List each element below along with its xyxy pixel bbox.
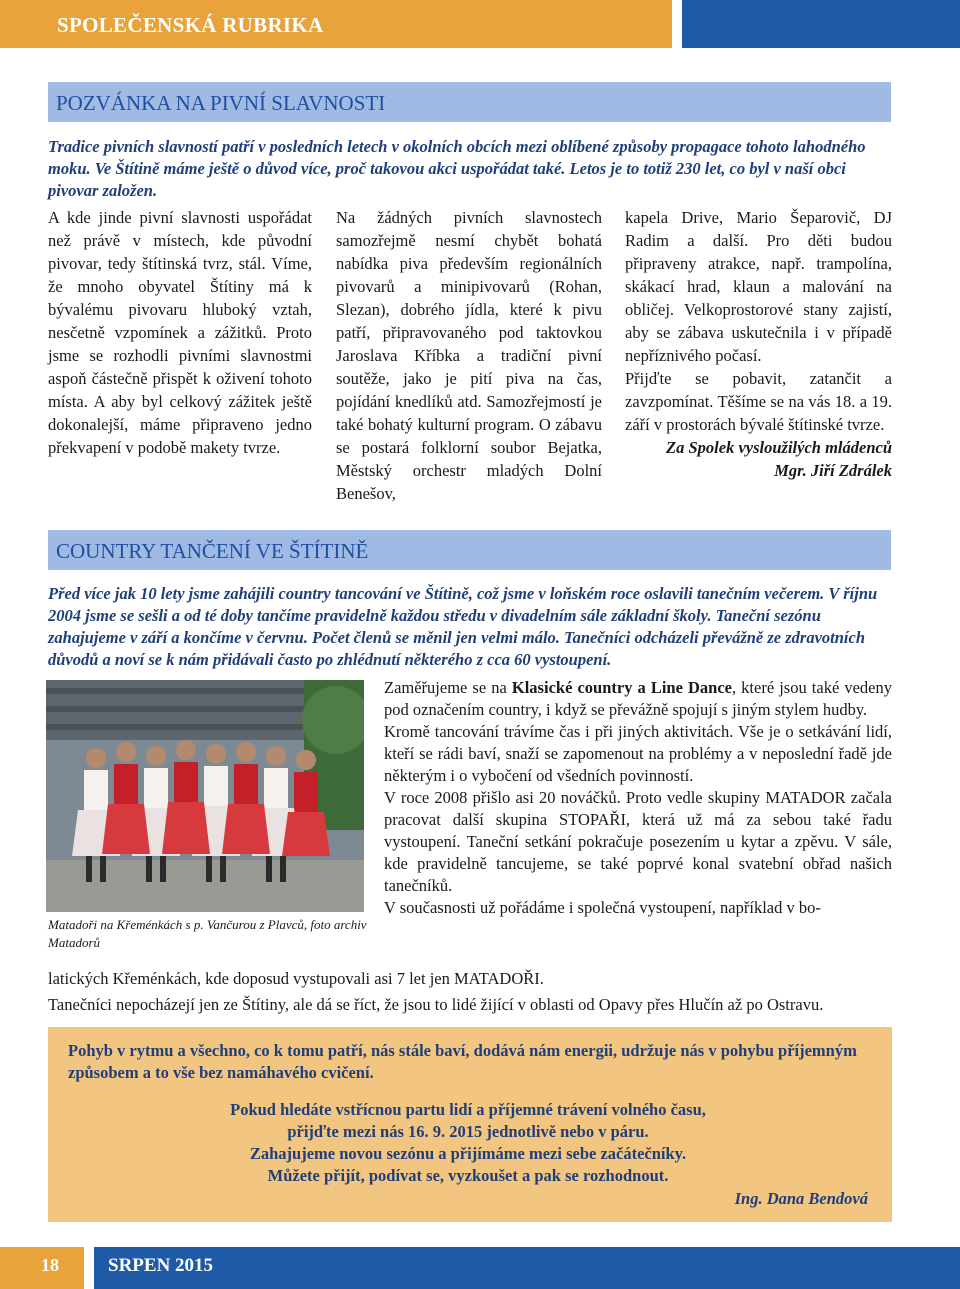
rubric-title: SPOLEČENSKÁ RUBRIKA <box>57 13 324 37</box>
invitation-line: Můžete přijít, podívat se, vyzkoušet a pak se rozhodnout. <box>267 1166 669 1185</box>
paragraph-focus <box>384 677 892 721</box>
photo-illustration <box>46 680 364 912</box>
article-lead-country: Před více jak 10 lety jsme zahájili country tancování ve Štítině, což jsme v loňském roce oslavili tanečním večerem. V říjnu 2004 jsme se sešli a od té doby tančíme pravidelně každou středu v divadelním sále základní školy. Taneční sezónu zahajujeme v září a končíme v červnu. Počet členů se měnil jen velmi málo. Tanečníci odcházeli převážně ze zdravotních důvodů a noví se k nám přidávali často po zhlédnutí některého z cca 60 vystoupení. <box>48 584 878 669</box>
invitation-line: Pokud hledáte vstřícnou partu lidí a příjemné trávení volného času, <box>230 1100 706 1119</box>
column-text: Na žádných pivních slavnostech samozřejmě nesmí chybět bohatá nabídka piva především regionálních pivovarů a minipivovarů (Rohan, Slezan), dobrého jídla, které k pivu patří, připravovaného pod taktovkou Jaroslava Kříbka a tradiční pivní soutěže, jako je pití piva na čas, pojídání knedlíků atd. Samozřejmostí je také bohatý kulturní program. O zábavu se postará folklorní soubor Bejatka, Městský orchestr mladých Dolní Benešov, <box>336 208 602 503</box>
paragraph-performances-start: V současnosti už pořádáme i společná vystoupení, například v bo- <box>384 898 821 917</box>
article-lead-pivni: Tradice pivních slavností patří v posledních letech v okolních obcích mezi oblíbené způsoby propagace tohoto lahodného moku. Ve Štítině máme ještě o důvod více, proč takovou akci uspořádat také. Letos je to totiž 230 let, co byl v naší obci pivovar založen. <box>48 137 866 200</box>
invitation-text: Pohyb v rytmu a všechno, co k tomu patří, nás stále baví, dodává nám energii, udržuje nás v pohybu příjemným způsobem a to vše bez namáhavého cvičení. <box>68 1041 857 1082</box>
column-text: kapela Drive, Mario Šeparovič, DJ Radim a další. Pro děti budou připraveny atrakce, např. trampolína, skákací hrad, klaun a malování na obličej. Velkoprostorové stany zajistí, aby se zábava uskutečnila i v případě nepříznivého počasí. <box>625 208 892 365</box>
photo-caption: Matadoři na Křeménkách s p. Vančurou z Plavců, foto archiv Matadorů <box>48 917 367 950</box>
header-accent-bar <box>682 0 960 48</box>
article-title-pivni: POZVÁNKA NA PIVNÍ SLAVNOSTI <box>56 91 386 115</box>
article-column-2 <box>336 206 602 505</box>
paragraph-origin: Tanečníci nepocházejí jen ze Štítiny, ale dá se říct, že jsou to lidé žijící v oblasti od Opavy přes Hlučín až po Ostravu. <box>48 995 824 1014</box>
column-text: A kde jinde pivní slavnosti uspořádat než právě v místech, kde původní pivovar, tedy štítinská tvrz, stál. Víme, že mnoho obyvatel Štítiny má k bývalému pivovaru hluboký vztah, nesčetně vzpomínek a zážitků. Proto jsme se rozhodli pivními slavnostmi aspoň částečně přispět k oživení tohoto místa. A aby byl celkový zážitek ještě dokonalejší, máme připraveno jedno překvapení v podobě makety tvrze. <box>48 208 312 457</box>
column-text: Přijďte se pobavit, zatančit a zavzpomínat. Těšíme se na vás 18. a 19. září v prostorách bývalé štítinské tvrze. <box>625 369 892 434</box>
section-bar-country <box>48 530 891 570</box>
paragraph-activities: Kromě tancování trávíme čas i při jiných aktivitách. Vše je o setkávání lidí, kteří se rádi baví, snaží se zapomenout na problémy a v neposlední řadě jde některým i o vybočení od všedních povinností. <box>384 722 892 785</box>
focus-text-bold: Klasické country a Line Dance <box>511 678 732 697</box>
paragraph-performances-end: latických Křeménkách, kde doposud vystupovali asi 7 let jen MATADOŘI. <box>48 969 544 988</box>
focus-text-c: , které jsou také vedeny pod označením country, i když se převážně spojují s jiným stylem hudby. <box>384 678 892 719</box>
issue-month: SRPEN 2015 <box>108 1255 214 1276</box>
article-title-country: COUNTRY TANČENÍ VE ŠTÍTINĚ <box>56 539 369 563</box>
article-column-1 <box>48 206 312 459</box>
invitation-box <box>48 1027 892 1222</box>
focus-text-a: Zaměřujeme se na <box>384 678 512 697</box>
invitation-line: Zahajujeme novou sezónu a přijímáme mezi sebe začátečníky. <box>249 1144 687 1163</box>
dancers-photo <box>46 680 364 912</box>
page-number: 18 <box>41 1255 59 1275</box>
invitation-call <box>68 1099 868 1187</box>
invitation-signature: Ing. Dana Bendová <box>734 1189 868 1208</box>
section-bar-pivni <box>48 82 891 122</box>
signature-author: Mgr. Jiří Zdrálek <box>774 461 892 480</box>
paragraph-history: V roce 2008 přišlo asi 20 nováčků. Proto vedle skupiny MATADOR začala pracovat další skupina STOPAŘI, která už má za sebou také řadu vystoupení. Taneční setkání pokračuje posezením u kytar a zpěvu. V sále, kde pravidelně tancujeme, se také poprvé konal svatební obřad našich tanečníků. <box>384 788 892 895</box>
invitation-line: přijďte mezi nás 16. 9. 2015 jednotlivě nebo v páru. <box>287 1122 649 1141</box>
article-column-3 <box>625 206 892 482</box>
footer-bar <box>94 1247 960 1289</box>
article-body-country <box>384 677 892 919</box>
signature-organization: Za Spolek vysloužilých mládenců <box>666 438 892 457</box>
